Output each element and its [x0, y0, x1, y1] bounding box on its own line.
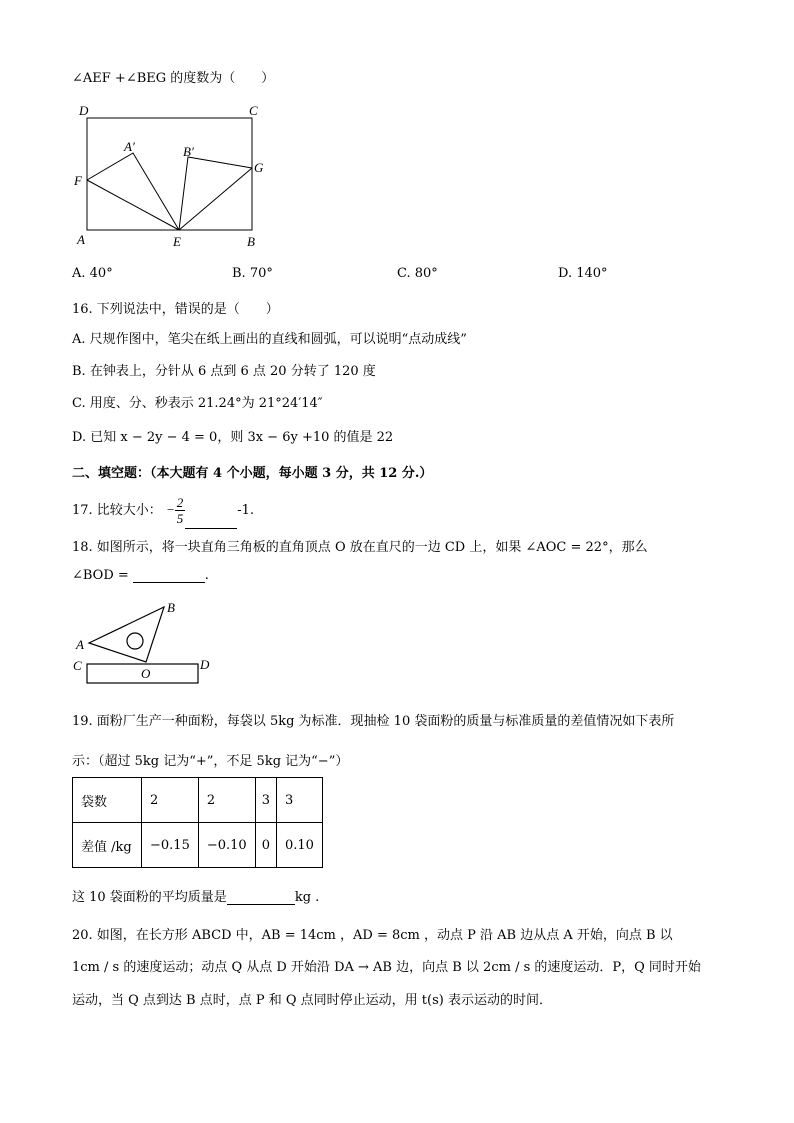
- label-q18-A: A: [76, 637, 84, 652]
- table-cell: −0.15: [142, 823, 199, 868]
- label-q18-B: B: [167, 600, 175, 615]
- table-cell: 3: [255, 778, 276, 823]
- q17: 17. 比较大小： − $\frac{2}{5}$ -1.: [72, 492, 254, 529]
- q16-option-a[interactable]: A. 尺规作图中，笔尖在纸上画出的直线和圆弧，可以说明“点动成线”: [72, 332, 467, 347]
- table-cell: 袋数: [73, 778, 142, 823]
- label-C: C: [249, 103, 258, 118]
- q19-table: [72, 777, 323, 868]
- q16-option-d[interactable]: D. 已知 x − 2y − 4 = 0，则 3x − 6y +10 的值是 22: [72, 430, 394, 445]
- q15-option-d[interactable]: D. 140°: [558, 266, 608, 281]
- q20-line1: 20. 如图，在长方形 ABCD 中，AB = 14cm ，AD = 8cm ，动点 P 沿 AB 边从点 A 开始，向点 B 以: [72, 928, 673, 943]
- q19-blank[interactable]: [227, 904, 295, 905]
- q19-line2: 示：（超过 5kg 记为“+”，不足 5kg 记为“−”）: [72, 754, 349, 769]
- label-E: E: [173, 234, 181, 249]
- table-cell: 3: [276, 778, 322, 823]
- q18-line1: 18. 如图所示，将一块直角三角板的直角顶点 O 放在直尺的一边 CD 上，如果 ∠AOC = 22°，那么: [72, 540, 648, 555]
- q15-stem: ∠AEF +∠BEG 的度数为（ ）: [72, 71, 275, 86]
- label-D: D: [79, 103, 89, 118]
- label-G: G: [254, 160, 264, 175]
- fraction-two-fifths: $\frac{2}{5}$: [176, 495, 184, 526]
- label-F: F: [74, 173, 82, 188]
- table-cell: 0: [255, 823, 276, 868]
- label-B: B: [247, 234, 255, 249]
- q15-option-a[interactable]: A. 40°: [72, 266, 113, 281]
- q18-line2: ∠BOD = .: [72, 568, 209, 583]
- label-q18-D: D: [200, 657, 210, 672]
- label-B-prime: B′: [183, 144, 194, 159]
- q20-line2: 1cm / s 的速度运动；动点 Q 从点 D 开始沿 DA → AB 边，向点 B 以 2cm / s 的速度运动．P，Q 同时开始: [72, 960, 701, 975]
- q15-option-c[interactable]: C. 80°: [397, 266, 438, 281]
- q15-option-b[interactable]: B. 70°: [232, 266, 273, 281]
- q19-line1: 19. 面粉厂生产一种面粉，每袋以 5kg 为标准．现抽检 10 袋面粉的质量与标准质量的差值情况如下表所: [72, 714, 675, 729]
- table-row: [73, 823, 323, 868]
- table-cell: 2: [142, 778, 199, 823]
- q16-option-b[interactable]: B. 在钟表上，分针从 6 点到 6 点 20 分转了 120 度: [72, 364, 376, 379]
- label-q18-O: O: [141, 666, 151, 681]
- q16-option-c[interactable]: C. 用度、分、秒表示 21.24°为 21°24′14″: [72, 396, 323, 411]
- set-square-hole: [127, 633, 143, 649]
- table-cell: 差值 /kg: [73, 823, 142, 868]
- label-A: A: [77, 232, 85, 247]
- q19-answer: 这 10 袋面粉的平均质量是 kg .: [72, 890, 320, 905]
- section-heading: 二、填空题：（本大题有 4 个小题，每小题 3 分，共 12 分.）: [72, 466, 433, 481]
- q20-line3: 运动，当 Q 点到达 B 点时，点 P 和 Q 点同时停止运动，用 t(s) 表示运动的时间．: [72, 993, 552, 1008]
- set-square: [89, 607, 164, 662]
- table-cell: 2: [198, 778, 255, 823]
- label-q18-C: C: [73, 658, 82, 673]
- label-A-prime: A′: [124, 139, 135, 154]
- table-cell: −0.10: [198, 823, 255, 868]
- q16-stem: 16. 下列说法中，错误的是（ ）: [72, 302, 279, 317]
- table-cell: 0.10: [276, 823, 322, 868]
- table-row: [73, 778, 323, 823]
